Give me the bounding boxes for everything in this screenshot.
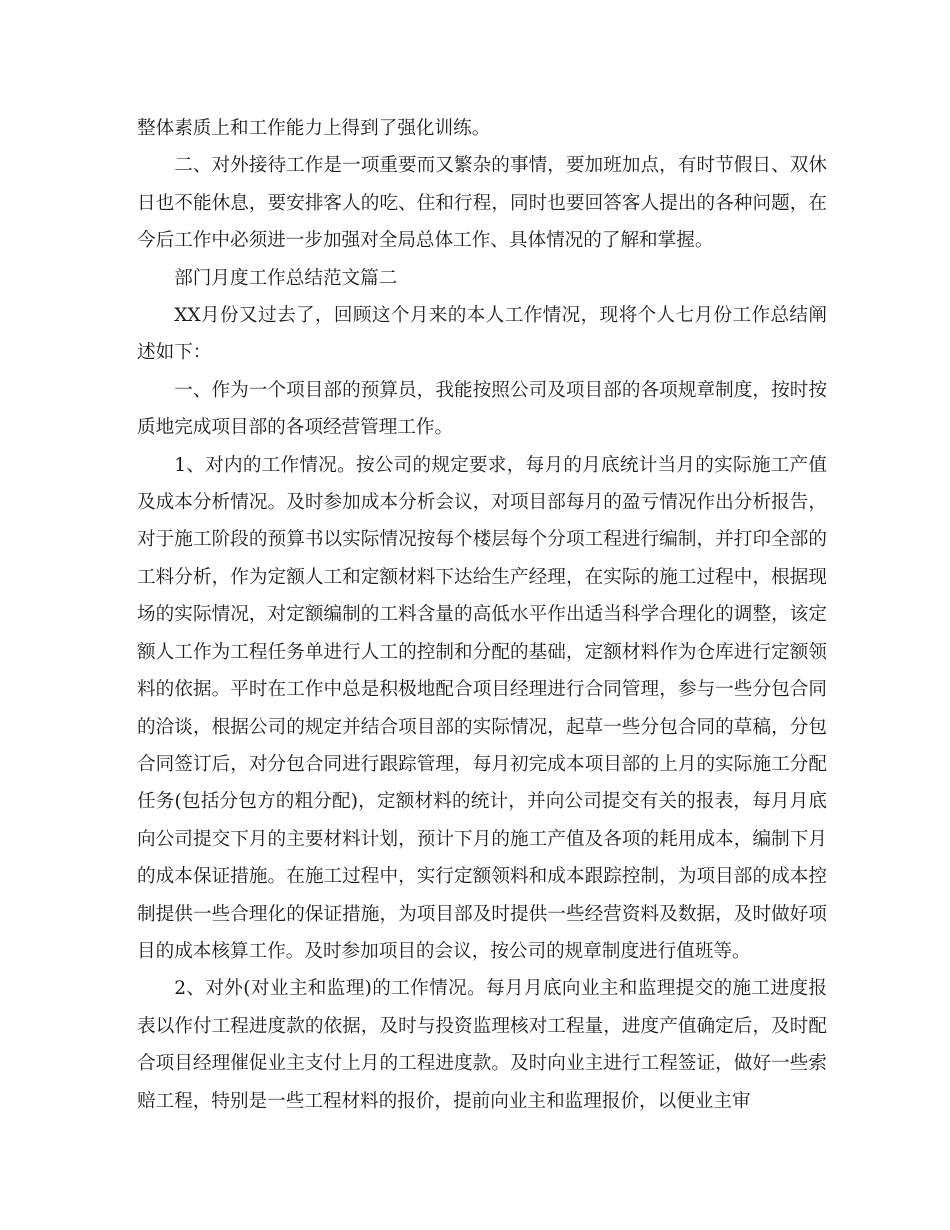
paragraph-intro: XX月份又过去了，回顾这个月来的本人工作情况，现将个人七月份工作总结阐述如下： (137, 305, 827, 364)
paragraph-continuation: 整体素质上和工作能力上得到了强化训练。 (137, 118, 491, 139)
paragraph-internal-work: 1、对内的工作情况。按公司的规定要求，每月的月底统计当月的实际施工产值及成本分析情况。及时参加成本分析会议，对项目部每月的盈亏情况作出分析报告，对于施工阶段的预算书以实际情况按每个楼层每个分项工程进行编制，并打印全部的工料分析，作为定额人工和定额材料下达给生产经理，在实际的施工过程中，根据现场的实际情况，对定额编制的工料含量的高低水平作出适当科学合理化的调整，该定额人工作为工程任务单进行人工的控制和分配的基础，定额材料作为仓库进行定额领料的依据。平时在工作中总是积极地配合项目经理进行合同管理，参与一些分包合同的洽谈，根据公司的规定并结合项目部的实际情况，起草一些分包合同的草稿，分包合同签订后，对分包合同进行跟踪管理，每月初完成本项目部的上月的实际施工分配任务(包括分包方的粗分配)，定额材料的统计，并向公司提交有关的报表，每月月底向公司提交下月的主要材料计划，预计下月的施工产值及各项的耗用成本，编制下月的成本保证措施。在施工过程中，实行定额领料和成本跟踪控制，为项目部的成本控制提供一些合理化的保证措施，为项目部及时提供一些经营资料及数据，及时做好项目的成本核算工作。及时参加项目的会议，按公司的规章制度进行值班等。 (137, 454, 827, 962)
paragraph-external-work: 2、对外(对业主和监理)的工作情况。每月月底向业主和监理提交的施工进度报表以作付工程进度款的依据，及时与投资监理核对工程量，进度产值确定后，及时配合项目经理催促业主支付上月的工程进度款。及时向业主进行工程签证，做好一些索赔工程，特别是一些工程材料的报价，提前向业主和监理报价，以便业主审 (137, 978, 827, 1112)
section-heading: 部门月度工作总结范文篇二 (174, 267, 398, 289)
paragraph-reception-work: 二、对外接待工作是一项重要而又繁杂的事情，要加班加点，有时节假日、双休日也不能休息，要安排客人的吃、住和行程，同时也要回答客人提出的各种问题，在今后工作中必须进一步加强对全局总体工作、具体情况的了解和掌握。 (137, 155, 827, 252)
document-body (137, 110, 827, 1120)
paragraph-budget-role: 一、作为一个项目部的预算员，我能按照公司及项目部的各项规章制度，按时按质地完成项目部的各项经营管理工作。 (137, 379, 827, 439)
